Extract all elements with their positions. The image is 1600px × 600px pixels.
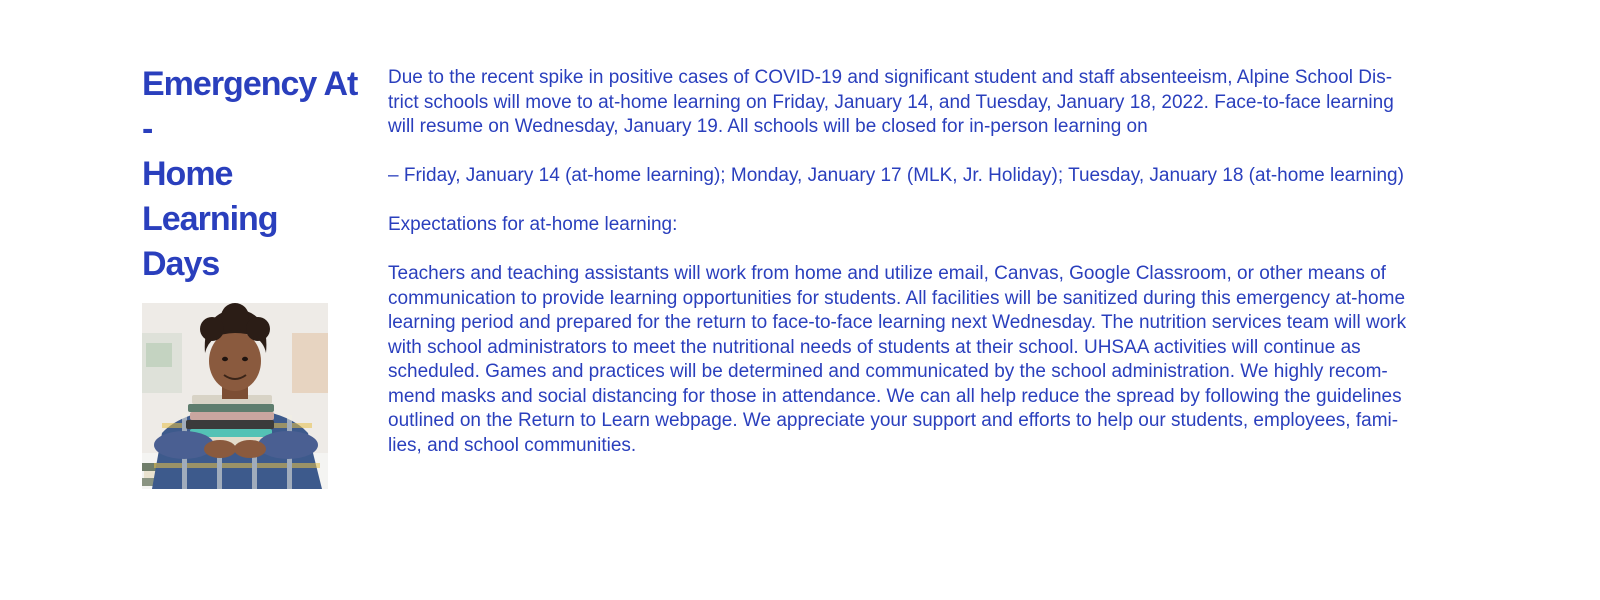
page-title: Emergency At - Home Learning Days bbox=[142, 65, 358, 283]
expectations-heading: Expectations for at-home learning: bbox=[388, 214, 678, 235]
student-photo bbox=[142, 303, 328, 489]
student-with-books-illustration bbox=[142, 303, 328, 489]
intro-paragraph: Due to the recent spike in positive cases of COVID-19 and significant student and staff absenteeism, Alpine School Dis- trict schools will move to at-home learning on Friday, January 14, and Tuesday, January 18, 2022. Face-to-face learning will resume on Wednesday, January 19. All schools will be closed for in-person learning on bbox=[388, 67, 1394, 137]
sidebar bbox=[142, 62, 374, 489]
closure-dates-paragraph: – Friday, January 14 (at-home learning); Monday, January 17 (MLK, Jr. Holiday); Tuesday, January 18 (at-home learning) bbox=[388, 165, 1404, 186]
announcement-body bbox=[388, 66, 1488, 483]
details-paragraph: Teachers and teaching assistants will work from home and utilize email, Canvas, Google Classroom, or other means of communication to provide learning opportunities for students. All facilities will be sanitized during this emergency at-home learning period and prepared for the return to face-to-face learning next Wednesday. The nutrition services team will work with school administrators to meet the nutritional needs of students at their school. UHSAA activities will continue as scheduled. Games and practices will be determined and communicated by the school administration. We highly recom- mend masks and social distancing for those in attendance. We can all help reduce the spread by following the guidelines outlined on the Return to Learn webpage. We appreciate your support and efforts to help our students, employees, fami- lies, and school communities. bbox=[388, 263, 1407, 456]
